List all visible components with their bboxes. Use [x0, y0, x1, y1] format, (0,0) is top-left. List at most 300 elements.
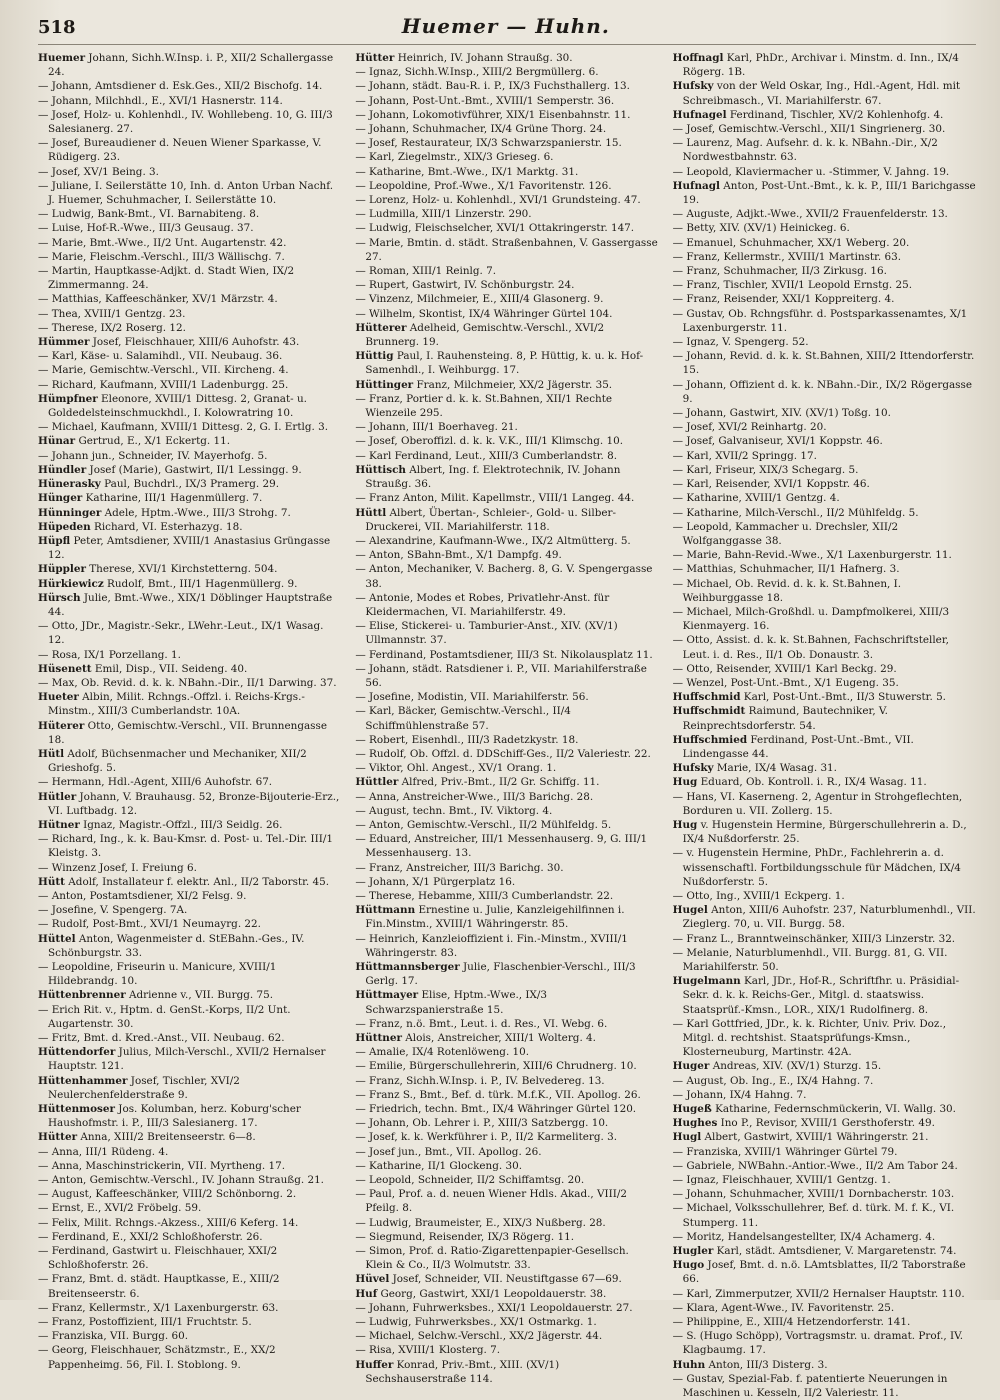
entry-text: — Franz, Bmt. d. städt. Hauptkasse, E., XIII/2 Breitenseerstr. 6.	[38, 1273, 280, 1300]
directory-entry	[355, 79, 658, 93]
directory-entry	[673, 520, 976, 548]
entry-text: — Karl Ferdinand, Leut., XIII/3 Cumberlandstr. 8.	[355, 449, 618, 462]
directory-entry	[355, 790, 658, 804]
entry-surname: Hüttenbrenner	[38, 989, 126, 1002]
entry-text: Otto, Gemischtw.-Verschl., VII. Brunnengasse 18.	[48, 719, 327, 746]
entry-text: — Johann, IX/4 Hahng. 7.	[672, 1088, 807, 1101]
entry-text: Rudolf, Bmt., III/1 Hagenmüllerg. 9.	[103, 577, 298, 590]
directory-entry	[38, 79, 341, 93]
entry-surname: Hüpeden	[38, 520, 91, 533]
entry-text: — Franziska, VII. Burgg. 60.	[38, 1330, 189, 1343]
entry-text: — Josef, Holz- u. Kohlenhdl., IV. Wohllebeng. 10, G. III/3 Salesianerg. 27.	[38, 108, 333, 136]
entry-surname: Hürsch	[38, 591, 81, 604]
entry-text: Katharine, Federnschmückerin, VI. Wallg. 30.	[711, 1103, 956, 1116]
directory-entry	[355, 94, 658, 108]
entry-text: — Johann, Schuhmacher, IX/4 Grüne Thorg. 24.	[355, 123, 607, 136]
entry-text: — Otto, JDr., Magistr.-Sekr., LWehr.-Leut., IX/1 Wasag. 12.	[38, 620, 324, 647]
entry-text: von der Weld Oskar, Ing., Hdl.-Agent, Hdl. mit Schreibmasch., VI. Mariahilferstr. 67.	[682, 80, 961, 107]
entry-text: — Karl, Bäcker, Gemischtw.-Verschl., II/4 Schiffmühlenstraße 57.	[355, 705, 571, 732]
directory-entry	[355, 733, 658, 747]
directory-entry	[355, 1045, 658, 1059]
entry-text: Albert, Übertan-, Schleier-, Gold- u. Silber-Druckerei, VII. Mariahilferstr. 118.	[365, 506, 616, 533]
entry-surname: Hufsky	[672, 80, 714, 93]
directory-entry	[673, 676, 976, 690]
directory-entry	[355, 378, 658, 392]
directory-entry	[355, 1159, 658, 1173]
entry-text: — Antonie, Modes et Robes, Privatlehr-Anst. für Kleidermachen, VI. Mariahilferstr. 49.	[355, 591, 610, 618]
directory-entry	[38, 1230, 341, 1244]
entry-text: Elise, Hptm.-Wwe., IX/3 Schwarzspanierstraße 15.	[365, 989, 548, 1016]
entry-surname: Hueter	[38, 691, 79, 704]
directory-entry	[38, 832, 341, 860]
directory-entry	[38, 1102, 341, 1130]
directory-entry	[38, 236, 341, 250]
directory-entry	[38, 676, 341, 690]
directory-entry	[673, 165, 976, 179]
entry-surname: Hüttig	[355, 350, 394, 363]
entry-text: Ino P., Revisor, XVIII/1 Gersthoferstr. 49.	[717, 1117, 935, 1130]
entry-surname: Huffer	[355, 1358, 394, 1371]
entry-text: — Siegmund, Reisender, IX/3 Rögerg. 11.	[355, 1230, 575, 1243]
directory-entry	[355, 292, 658, 306]
entry-text: — Ignaz, Fleischhauer, XVIII/1 Gentzg. 1.	[672, 1174, 891, 1187]
directory-entry	[38, 562, 341, 576]
directory-entry	[38, 1159, 341, 1173]
entry-surname: Hünger	[38, 492, 83, 505]
entry-text: — Hans, VI. Kaserneng. 2, Agentur in Strohgeflechten, Borduren u. VII. Zollerg. 15.	[672, 790, 963, 817]
entry-text: — Ludwig, Fleischselcher, XVI/1 Ottakringerstr. 147.	[355, 222, 635, 235]
entry-text: — Anna, Maschinstrickerin, VII. Myrtheng. 17.	[38, 1159, 286, 1172]
entry-text: — Viktor, Ohl. Angest., XV/1 Orang. 1.	[355, 762, 557, 775]
entry-text: — Marie, Bmtin. d. städt. Straßenbahnen, V. Gassergasse 27.	[355, 236, 658, 263]
entry-text: — Luise, Hof-R.-Wwe., III/3 Geusaug. 37.	[38, 222, 254, 235]
entry-text: — Franz L., Branntweinschänker, XIII/3 Linzerstr. 32.	[672, 932, 956, 945]
directory-entry	[673, 1372, 976, 1400]
entry-surname: Huffschmid	[672, 691, 741, 704]
entry-text: — Josef, Bureaudiener d. Neuen Wiener Sparkasse, V. Rüdigerg. 23.	[38, 137, 322, 164]
directory-entry	[673, 846, 976, 889]
entry-text: — Georg, Fleischhauer, Schätzmstr., E., XX/2 Pappenheimg. 56, Fil. I. Stoblong. 9.	[38, 1344, 276, 1371]
directory-entry	[355, 1230, 658, 1244]
entry-text: Anna, XIII/2 Breitenseerstr. 6—8.	[77, 1131, 256, 1144]
directory-entry	[38, 363, 341, 377]
entry-surname: Hüttisch	[355, 463, 406, 476]
entry-text: Albert, Gastwirt, XVIII/1 Währingerstr. 21.	[701, 1131, 929, 1144]
entry-text: — Katharine, XVIII/1 Gentzg. 4.	[672, 492, 840, 505]
page-header	[38, 14, 976, 45]
directory-entry	[355, 491, 658, 505]
directory-entry	[355, 349, 658, 377]
entry-surname: Hugeß	[672, 1103, 712, 1116]
entry-text: Eduard, Ob. Kontroll. i. R., IX/4 Wasag. 11.	[697, 776, 927, 789]
entry-surname: Hug	[672, 818, 698, 831]
directory-entry	[38, 875, 341, 889]
entry-surname: Hugl	[672, 1131, 702, 1144]
entry-text: — Emilie, Bürgerschullehrerin, XIII/6 Chrudnerg. 10.	[355, 1060, 637, 1073]
directory-entry	[355, 1187, 658, 1215]
entry-text: — Rudolf, Post-Bmt., XVI/1 Neumayrg. 22.	[38, 918, 261, 931]
directory-entry	[38, 349, 341, 363]
entry-text: — Therese, IX/2 Roserg. 12.	[38, 321, 186, 334]
directory-entry	[673, 378, 976, 406]
entry-text: — Ferdinand, Postamtsdiener, III/3 St. Nikolausplatz 11.	[355, 648, 653, 661]
directory-entry	[38, 1187, 341, 1201]
entry-text: Peter, Amtsdiener, XVIII/1 Anastasius Grüngasse 12.	[48, 534, 331, 562]
directory-entry	[38, 591, 341, 619]
entry-text: — Anna, Anstreicher-Wwe., III/3 Barichg. 28.	[355, 790, 594, 803]
directory-entry	[355, 1031, 658, 1045]
entry-text: — Richard, Ing., k. k. Bau-Kmsr. d. Post- u. Tel.-Dir. III/1 Kleistg. 3.	[38, 833, 333, 860]
directory-entry	[673, 790, 976, 818]
entry-text: — Ferdinand, E., XXI/2 Schloßhoferstr. 26.	[38, 1230, 263, 1243]
entry-text: — Franz, Kellermstr., X/1 Laxenburgerstr. 63.	[38, 1301, 279, 1314]
directory-entry	[355, 818, 658, 832]
directory-entry	[673, 406, 976, 420]
entry-text: — Marie, Bahn-Revid.-Wwe., X/1 Laxenburgerstr. 11.	[672, 549, 952, 562]
directory-entry	[355, 264, 658, 278]
directory-entry	[38, 520, 341, 534]
directory-entry	[38, 477, 341, 491]
directory-entry	[355, 1173, 658, 1187]
directory-entry	[673, 506, 976, 520]
entry-text: Marie, IX/4 Wasag. 31.	[713, 762, 837, 775]
entry-text: — Hermann, Hdl.-Agent, XIII/6 Auhofstr. 67.	[38, 776, 273, 789]
entry-surname: Hug	[672, 776, 698, 789]
entry-text: — Ferdinand, Gastwirt u. Fleischhauer, XXI/2 Schloßhoferstr. 26.	[38, 1245, 278, 1272]
entry-text: Ferdinand, Post-Unt.-Bmt., VII. Lindengasse 44.	[682, 733, 914, 760]
directory-entry	[673, 1329, 976, 1357]
entry-text: Adele, Hptm.-Wwe., III/3 Strohg. 7.	[101, 506, 291, 519]
directory-entry	[355, 1287, 658, 1301]
directory-entry	[673, 1130, 976, 1144]
directory-entry	[38, 988, 341, 1002]
directory-entry	[355, 463, 658, 491]
entry-text: — Juliane, I. Seilerstätte 10, Inh. d. Anton Urban Nachf. J. Huemer, Schuhmacher, I. Seilerstätte 10.	[38, 179, 334, 207]
directory-entry	[38, 1130, 341, 1144]
entry-surname: Huffschmied	[672, 733, 748, 746]
entry-surname: Hütl	[38, 747, 65, 760]
entry-text: Ignaz, Magistr.-Offzl., III/3 Seidlg. 26.	[79, 818, 283, 831]
entry-text: — Therese, Hebamme, XIII/3 Cumberlandstr. 22.	[355, 889, 614, 902]
entry-surname: Hümmer	[38, 336, 90, 349]
directory-entry	[355, 761, 658, 775]
entry-text: Adelheid, Gemischtw.-Verschl., XVI/2 Brunnerg. 19.	[365, 321, 605, 349]
entry-text: — Franz, Tischler, XVII/1 Leopold Ernstg. 25.	[672, 279, 913, 292]
entry-surname: Hüttendorfer	[38, 1046, 116, 1059]
entry-text: — Franz, Kellermstr., XVIII/1 Martinstr. 63.	[672, 250, 902, 263]
directory-entry	[38, 1031, 341, 1045]
entry-text: — Josef, XVI/2 Reinhartg. 20.	[672, 421, 827, 434]
directory-entry	[355, 562, 658, 590]
directory-entry	[355, 321, 658, 349]
directory-entry	[355, 179, 658, 193]
directory-entry	[673, 1159, 976, 1173]
directory-entry	[38, 775, 341, 789]
directory-entry	[355, 434, 658, 448]
entry-text: — Karl Gottfried, JDr., k. k. Richter, Univ. Priv. Doz., Mitgl. d. rechtshist. Staatsprüfungs-Kmsn., Klosterneuburg, Martinstr. 42A.	[672, 1017, 946, 1059]
entry-text: — Anton, SBahn-Bmt., X/1 Dampfg. 49.	[355, 549, 562, 562]
directory-entry	[673, 1074, 976, 1088]
entry-text: — Leopoldine, Friseurin u. Manicure, XVIII/1 Hildebrandg. 10.	[38, 961, 277, 988]
directory-entry	[38, 221, 341, 235]
entry-text: — Michael, Kaufmann, XVIII/1 Dittesg. 2, G. I. Ertlg. 3.	[38, 421, 329, 434]
directory-entry	[673, 548, 976, 562]
directory-entry	[673, 761, 976, 775]
entry-text: — Johann, Revid. d. k. k. St.Bahnen, XIII/2 Ittendorferstr. 15.	[672, 350, 975, 377]
directory-entry	[673, 449, 976, 463]
entry-surname: Huemer	[38, 52, 86, 64]
entry-text: — Katharine, Bmt.-Wwe., IX/1 Marktg. 31.	[355, 165, 579, 178]
entry-text: — Erich Rit. v., Hptm. d. GenSt.-Korps, II/2 Unt. Augartenstr. 30.	[38, 1003, 291, 1030]
directory-entry	[355, 307, 658, 321]
directory-entry	[38, 335, 341, 349]
entry-text: — Betty, XIV. (XV/1) Heinickeg. 6.	[672, 222, 850, 235]
directory-entry	[355, 136, 658, 150]
directory-entry	[38, 264, 341, 292]
entry-text: Eleonore, XVIII/1 Dittesg. 2, Granat- u. Goldedelsteinschmuckhdl., I. Kolowratring 10.	[48, 392, 307, 420]
entry-text: Johann, V. Brauhausg. 52, Bronze-Bijouterie-Erz., VI. Luftbadg. 12.	[48, 790, 340, 817]
directory-entry	[38, 818, 341, 832]
directory-entry	[673, 434, 976, 448]
directory-entry	[673, 1301, 976, 1315]
entry-text: Karl, Post-Unt.-Bmt., II/3 Stuwerstr. 5.	[740, 691, 946, 704]
entry-text: — Melanie, Naturblumenhdl., VII. Burgg. 81, G. VII. Mariahilferstr. 50.	[672, 946, 948, 973]
entry-text: Franz, Milchmeier, XX/2 Jägerstr. 35.	[413, 378, 613, 391]
directory-entry	[355, 1329, 658, 1343]
directory-entry	[355, 861, 658, 875]
entry-text: Jos. Kolumban, herz. Koburg'scher Haushofmstr. i. P., III/3 Salesianerg. 17.	[48, 1103, 301, 1130]
directory-entry	[673, 704, 976, 732]
directory-entry	[673, 1116, 976, 1130]
directory-entry	[355, 619, 658, 647]
entry-text: — Winzenz Josef, I. Freiung 6.	[38, 861, 197, 874]
entry-text: — Lorenz, Holz- u. Kohlenhdl., XVI/1 Grundsteing. 47.	[355, 194, 641, 207]
entry-surname: Hugo	[672, 1259, 705, 1272]
entry-text: Josef, Fleischhauer, XIII/6 Auhofstr. 43.	[89, 336, 300, 349]
directory-entry	[355, 150, 658, 164]
directory-entry	[38, 960, 341, 988]
entry-text: — Johann, Post-Unt.-Bmt., XVIII/1 Semperstr. 36.	[355, 94, 615, 107]
directory-entry	[673, 136, 976, 164]
directory-entry	[673, 775, 976, 789]
directory-entry	[38, 321, 341, 335]
entry-text: — Karl, Käse- u. Salamihdl., VII. Neubaug. 36.	[38, 350, 283, 363]
directory-entry	[355, 1102, 658, 1116]
entry-surname: Hüttenmoser	[38, 1103, 115, 1116]
directory-entry	[355, 1216, 658, 1230]
entry-text: Julius, Milch-Verschl., XVII/2 Hernalser Hauptstr. 121.	[48, 1046, 326, 1073]
entry-text: — August, techn. Bmt., IV. Viktorg. 4.	[355, 804, 553, 817]
directory-entry	[355, 704, 658, 732]
entry-surname: Hüttenhammer	[38, 1074, 128, 1087]
entry-text: — Heinrich, Kanzleioffizient i. Fin.-Minstm., XVIII/1 Währingerstr. 83.	[355, 932, 628, 959]
entry-text: Paul, I. Rauhensteing. 8, P. Hüttig, k. u. k. Hof-Samenhdl., I. Weihburgg. 17.	[365, 350, 644, 377]
directory-entry	[673, 577, 976, 605]
directory-entry	[38, 1244, 341, 1272]
entry-surname: Huf	[355, 1287, 378, 1300]
directory-entry	[673, 349, 976, 377]
entry-surname: Hüttl	[355, 506, 387, 519]
directory-entry	[673, 264, 976, 278]
entry-surname: Hüttinger	[355, 378, 414, 391]
entry-text: — Anton, Mechaniker, V. Bacherg. 8, G. V. Spengergasse 38.	[355, 563, 653, 590]
entry-surname: Hütler	[38, 790, 77, 803]
entry-text: — Ignaz, V. Spengerg. 52.	[672, 336, 809, 349]
entry-text: Ernestine u. Julie, Kanzleigehilfinnen i. Fin.Minstm., XVIII/1 Währingerstr. 85.	[365, 904, 625, 931]
entry-text: — Ignaz, Sichh.W.Insp., XIII/2 Bergmüllerg. 6.	[355, 66, 599, 79]
entry-text: — Franz, Postoffizient, III/1 Fruchtstr. 5.	[38, 1316, 252, 1329]
directory-entry	[673, 1358, 976, 1372]
directory-entry	[673, 1287, 976, 1301]
directory-entry	[38, 1216, 341, 1230]
entry-text: — August, Ob. Ing., E., IX/4 Hahng. 7.	[672, 1074, 874, 1087]
directory-entry	[355, 1116, 658, 1130]
directory-entry	[355, 1244, 658, 1272]
entry-text: — Martin, Hauptkasse-Adjkt. d. Stadt Wien, IX/2 Zimmermanng. 24.	[38, 265, 295, 292]
entry-text: — Eduard, Anstreicher, III/1 Messenhauserg. 9, G. III/1 Messenhauserg. 13.	[355, 833, 648, 860]
entry-text: Johann, Sichh.W.Insp. i. P., XII/2 Schallergasse 24.	[48, 52, 334, 79]
entry-surname: Hüttler	[355, 776, 399, 789]
directory-entry	[38, 577, 341, 591]
directory-entry	[673, 79, 976, 107]
directory-entry	[673, 1145, 976, 1159]
entry-text: — Josef, Restaurateur, IX/3 Schwarzspanierstr. 15.	[355, 137, 622, 150]
directory-entry	[38, 1301, 341, 1315]
entry-text: — Johann, Fuhrwerksbes., XXI/1 Leopoldauerstr. 27.	[355, 1301, 633, 1314]
directory-entry	[38, 1329, 341, 1343]
directory-entry	[355, 548, 658, 562]
entry-text: — Otto, Ing., XVIII/1 Eckperg. 1.	[672, 889, 845, 902]
directory-entry	[355, 648, 658, 662]
entry-surname: Hufnagl	[672, 179, 720, 192]
page-number: 518	[38, 17, 76, 38]
entry-text: — Katharine, II/1 Glockeng. 30.	[355, 1159, 523, 1172]
directory-entry	[355, 165, 658, 179]
directory-entry	[355, 236, 658, 264]
entry-text: — Fritz, Bmt. d. Kred.-Anst., VII. Neubaug. 62.	[38, 1032, 285, 1045]
directory-entry	[38, 463, 341, 477]
directory-entry	[673, 1258, 976, 1286]
directory-entry	[38, 790, 341, 818]
entry-surname: Hünerasky	[38, 478, 101, 491]
directory-entry	[38, 1074, 341, 1102]
directory-entry	[673, 903, 976, 931]
directory-entry	[38, 449, 341, 463]
directory-entry	[355, 1358, 658, 1386]
column-2	[355, 51, 658, 1385]
directory-entry	[355, 449, 658, 463]
entry-text: — Franz, Anstreicher, III/3 Barichg. 30.	[355, 861, 564, 874]
directory-entry	[355, 591, 658, 619]
directory-entry	[673, 1088, 976, 1102]
directory-entry	[355, 207, 658, 221]
directory-entry	[38, 662, 341, 676]
directory-entry	[673, 1059, 976, 1073]
directory-entry	[38, 1173, 341, 1187]
directory-entry	[673, 236, 976, 250]
entry-text: — Leopold, Kammacher u. Drechsler, XII/2 Wolfganggasse 38.	[672, 520, 899, 547]
entry-text: — Josef, k. k. Werkführer i. P., II/2 Karmeliterg. 3.	[355, 1131, 618, 1144]
entry-surname: Hüsenett	[38, 662, 92, 675]
entry-text: — Gustav, Spezial-Fab. f. patentierte Neuerungen in Maschinen u. Kesseln, II/2 Valeriestr. 11.	[672, 1372, 948, 1400]
directory-entry	[38, 619, 341, 647]
entry-text: — Johann, städt. Ratsdiener i. P., VII. Mariahilferstraße 56.	[355, 662, 647, 689]
entry-text: — Felix, Milit. Rchngs.-Akzess., XIII/6 Keferg. 14.	[38, 1216, 299, 1229]
directory-entry	[38, 292, 341, 306]
directory-entry	[38, 378, 341, 392]
entry-text: Paul, Buchdrl., IX/3 Pramerg. 29.	[100, 478, 279, 491]
entry-text: Heinrich, IV. Johann Straußg. 30.	[394, 52, 573, 64]
entry-text: — Johann, städt. Bau-R. i. P., IX/3 Fuchsthallerg. 13.	[355, 80, 630, 93]
entry-text: — Roman, XIII/1 Reinlg. 7.	[355, 265, 497, 278]
entry-text: — Emanuel, Schuhmacher, XX/1 Weberg. 20.	[672, 236, 910, 249]
entry-text: Karl, städt. Amtsdiener, V. Margaretenstr. 74.	[713, 1245, 957, 1258]
directory-entry	[355, 1017, 658, 1031]
entry-surname: Hüvel	[355, 1273, 390, 1286]
entry-text: Therese, XVI/1 Kirchstetterng. 504.	[85, 563, 278, 576]
directory-entry	[673, 1244, 976, 1258]
directory-entry	[38, 1272, 341, 1300]
directory-entry	[673, 420, 976, 434]
directory-entry	[355, 662, 658, 690]
directory-entry	[355, 804, 658, 818]
directory-entry	[38, 108, 341, 136]
entry-text: — Johann, Amtsdiener d. Esk.Ges., XII/2 Bischofg. 14.	[38, 80, 323, 93]
entry-text: Alois, Anstreicher, XIII/1 Wolterg. 4.	[401, 1032, 596, 1045]
directory-entry	[38, 1201, 341, 1215]
entry-text: — Franziska, XVIII/1 Währinger Gürtel 79.	[672, 1145, 898, 1158]
entry-surname: Hüttmayer	[355, 989, 419, 1002]
directory-entry	[38, 1045, 341, 1073]
directory-entry	[355, 534, 658, 548]
directory-entry	[673, 477, 976, 491]
entry-text: Richard, VI. Esterhazyg. 18.	[90, 520, 243, 533]
directory-entry	[673, 278, 976, 292]
entry-text: — Friedrich, techn. Bmt., IX/4 Währinger Gürtel 120.	[355, 1103, 637, 1116]
directory-entry	[673, 122, 976, 136]
entry-text: — Josefine, Modistin, VII. Mariahilferstr. 56.	[355, 691, 589, 704]
entry-text: Julie, Bmt.-Wwe., XIX/1 Döblinger Hauptstraße 44.	[48, 591, 333, 618]
directory-entry	[355, 889, 658, 903]
directory-entry	[38, 889, 341, 903]
directory-entry	[673, 932, 976, 946]
entry-surname: Hüttel	[38, 932, 76, 945]
entry-text: — Franz, Reisender, XXI/1 Koppreiterg. 4.	[672, 293, 895, 306]
entry-surname: Hütt	[38, 875, 65, 888]
entry-surname: Huffschmidt	[672, 705, 746, 718]
entry-text: — Josef, Galvaniseur, XVI/1 Koppstr. 46.	[672, 435, 883, 448]
entry-text: — Johann, Gastwirt, XIV. (XV/1) Toßg. 10.	[672, 407, 891, 420]
entry-text: — S. (Hugo Schöpp), Vortragsmstr. u. dramat. Prof., IV. Klagbaumg. 17.	[672, 1330, 964, 1357]
entry-surname: Hüterer	[38, 719, 85, 732]
directory-entry	[673, 1315, 976, 1329]
directory-entry	[38, 392, 341, 420]
entry-text: — Otto, Assist. d. k. k. St.Bahnen, Fachschriftsteller, Leut. i. d. Res., II/1 Ob. Donaustr. 3.	[672, 634, 949, 661]
entry-text: Adolf, Büchsenmacher und Mechaniker, XII/2 Grieshofg. 5.	[48, 747, 307, 775]
entry-surname: Hümpfner	[38, 392, 98, 405]
entry-text: — Vinzenz, Milchmeier, E., XIII/4 Glasonerg. 9.	[355, 293, 604, 306]
directory-entry	[355, 122, 658, 136]
entry-text: — Franz, n.ö. Bmt., Leut. i. d. Res., VI. Webg. 6.	[355, 1017, 608, 1030]
directory-entry	[38, 165, 341, 179]
directory-entry	[673, 1201, 976, 1229]
entry-text: — Josefine, V. Spengerg. 7A.	[38, 904, 188, 917]
directory-entry	[355, 960, 658, 988]
entry-surname: Hughes	[672, 1117, 718, 1130]
entry-text: Katharine, III/1 Hagenmüllerg. 7.	[82, 492, 263, 505]
entry-text: — Elise, Stickerei- u. Tamburier-Anst., XIV. (XV/1) Ullmannstr. 37.	[355, 620, 618, 647]
directory-entry	[355, 932, 658, 960]
